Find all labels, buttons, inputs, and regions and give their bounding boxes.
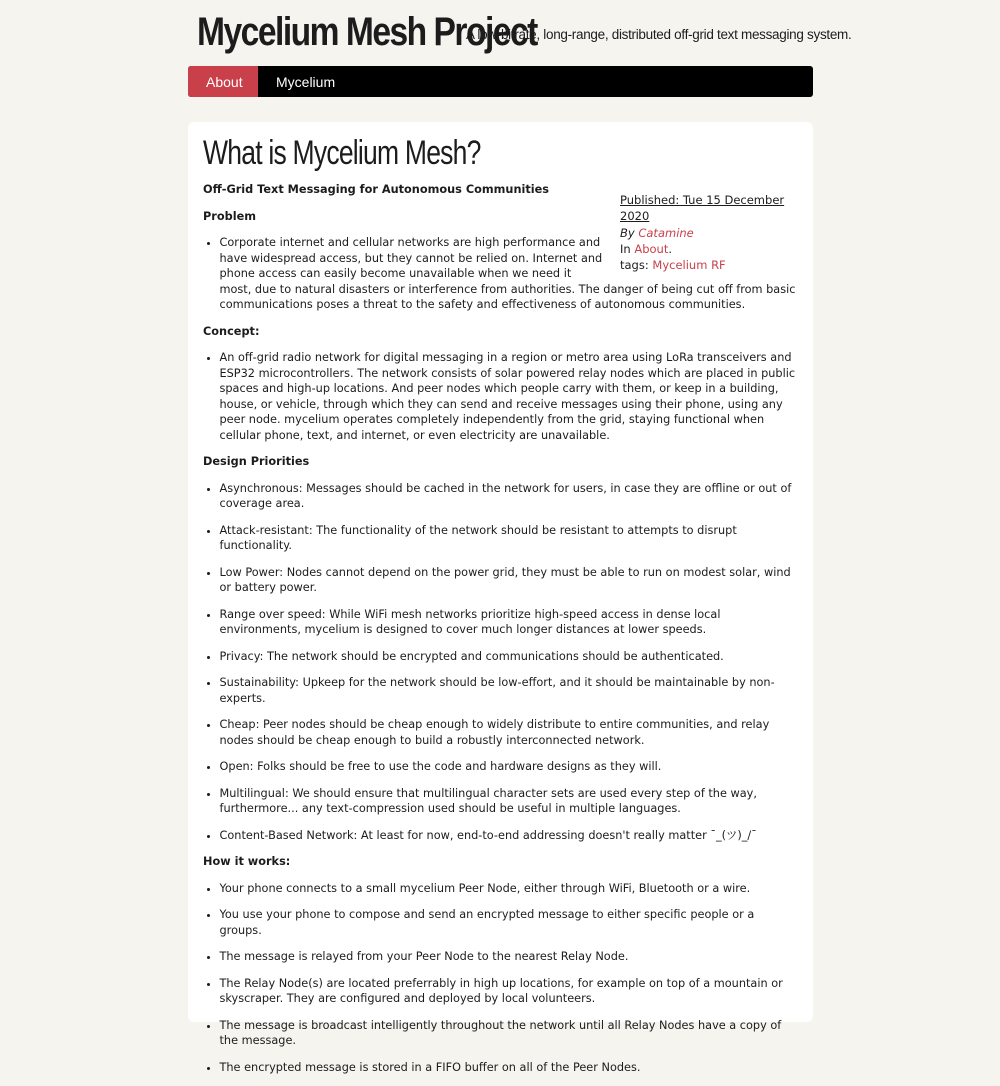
site-title-link[interactable]: Mycelium Mesh Project — [197, 10, 537, 54]
page-title: What is Mycelium Mesh? — [203, 134, 481, 172]
section-heading-design-priorities: Design Priorities — [203, 455, 310, 468]
article-body — [203, 182, 796, 1086]
site-header — [197, 0, 851, 56]
list-item: • Multilingual: We should ensure that multilingual character sets are used every step of the way, furthermore... any text-compression used should be useful in multiple languages. — [220, 786, 797, 817]
list-item: • Your phone connects to a small mycelium Peer Node, either through WiFi, Bluetooth or a wire. — [220, 881, 797, 897]
article-card — [188, 122, 813, 1074]
in-label: In — [620, 241, 631, 256]
list-item: • Asynchronous: Messages should be cached in the network for users, in case they are offline or out of coverage area. — [220, 481, 797, 512]
tag-link-rf[interactable]: RF — [711, 258, 726, 273]
design-priorities-list — [203, 481, 796, 844]
author-link[interactable]: Catamine — [638, 225, 694, 240]
published-date: Published: Tue 15 December 2020 — [620, 193, 785, 224]
list-item: • Privacy: The network should be encrypted and communications should be authenticated. — [220, 649, 797, 665]
section-heading-problem: Problem — [203, 209, 257, 223]
concept-list — [203, 350, 796, 443]
post-info — [620, 192, 813, 273]
tag-link-mycelium[interactable]: Mycelium — [652, 258, 708, 273]
section-heading-concept: Concept: — [203, 324, 260, 338]
site-tagline: A low-bitrate, long-range, distributed off-grid text messaging system. — [466, 27, 852, 42]
list-item: • The message is broadcast intelligently throughout the network until all Relay Nodes have a copy of the message. — [220, 1018, 797, 1049]
list-item: • The Relay Node(s) are located preferrably in high up locations, for example on top of a mountain or skyscraper. They are configured and deployed by local volunteers. — [220, 976, 797, 1007]
list-item: • Open: Folks should be free to use the code and hardware designs as they will. — [220, 759, 797, 775]
list-item: • Corporate internet and cellular networks are high performance and have widespread access, but they cannot be relied on. Internet and phone access can easily become unavailable when we need it most, due to natural disasters or interference from authorities. The danger of being cut off from basic communications poses a threat to the safety and effectiveness of autonomous communities. — [220, 235, 797, 313]
list-item: • Content-Based Network: At least for now, end-to-end addressing doesn't really matter ¯_(ツ)_/¯ — [220, 828, 797, 844]
list-item: • Cheap: Peer nodes should be cheap enough to widely distribute to entire communities, and relay nodes should be cheap enough to build a robustly interconnected network. — [220, 717, 797, 748]
how-it-works-list — [203, 881, 796, 1076]
category-suffix: . — [668, 241, 673, 256]
list-item: • Low Power: Nodes cannot depend on the power grid, they must be able to run on modest solar, wind or battery power. — [220, 565, 797, 596]
list-item: • Range over speed: While WiFi mesh networks prioritize high-speed access in dense local environments, mycelium is designed to cover much longer distances at lower speeds. — [220, 607, 797, 638]
nav-item-mycelium[interactable]: Mycelium — [276, 73, 336, 90]
nav-item-about[interactable]: About — [188, 66, 258, 97]
list-item: • The message is relayed from your Peer Node to the nearest Relay Node. — [220, 949, 797, 965]
list-item: • Sustainability: Upkeep for the network should be low-effort, and it should be maintainable by non-experts. — [220, 675, 797, 706]
list-item: • Attack-resistant: The functionality of the network should be resistant to attempts to disrupt functionality. — [220, 523, 797, 554]
section-heading-how-it-works: How it works: — [203, 855, 291, 868]
list-item: • You use your phone to compose and send an encrypted message to either specific people or a groups. — [220, 907, 797, 938]
article-subtitle: Off-Grid Text Messaging for Autonomous Communities — [203, 183, 550, 196]
category-link[interactable]: About — [634, 241, 669, 256]
list-item: • The encrypted message is stored in a FIFO buffer on all of the Peer Nodes. — [220, 1060, 797, 1076]
tags-label: tags: — [620, 258, 649, 273]
by-label: By — [620, 225, 635, 240]
main-nav — [188, 66, 813, 97]
list-item: • An off-grid radio network for digital messaging in a region or metro area using LoRa transceivers and ESP32 microcontrollers. The network consists of solar powered relay nodes which are placed in public spaces and high-up locations. And peer nodes which people carry with them, or keep in a building, house, or vehicle, through which they can send and receive messages using their phone, using any peer node. mycelium operates completely independently from the grid, staying functional when cellular phone, text, and internet, or even electricity are unavailable. — [220, 350, 797, 443]
